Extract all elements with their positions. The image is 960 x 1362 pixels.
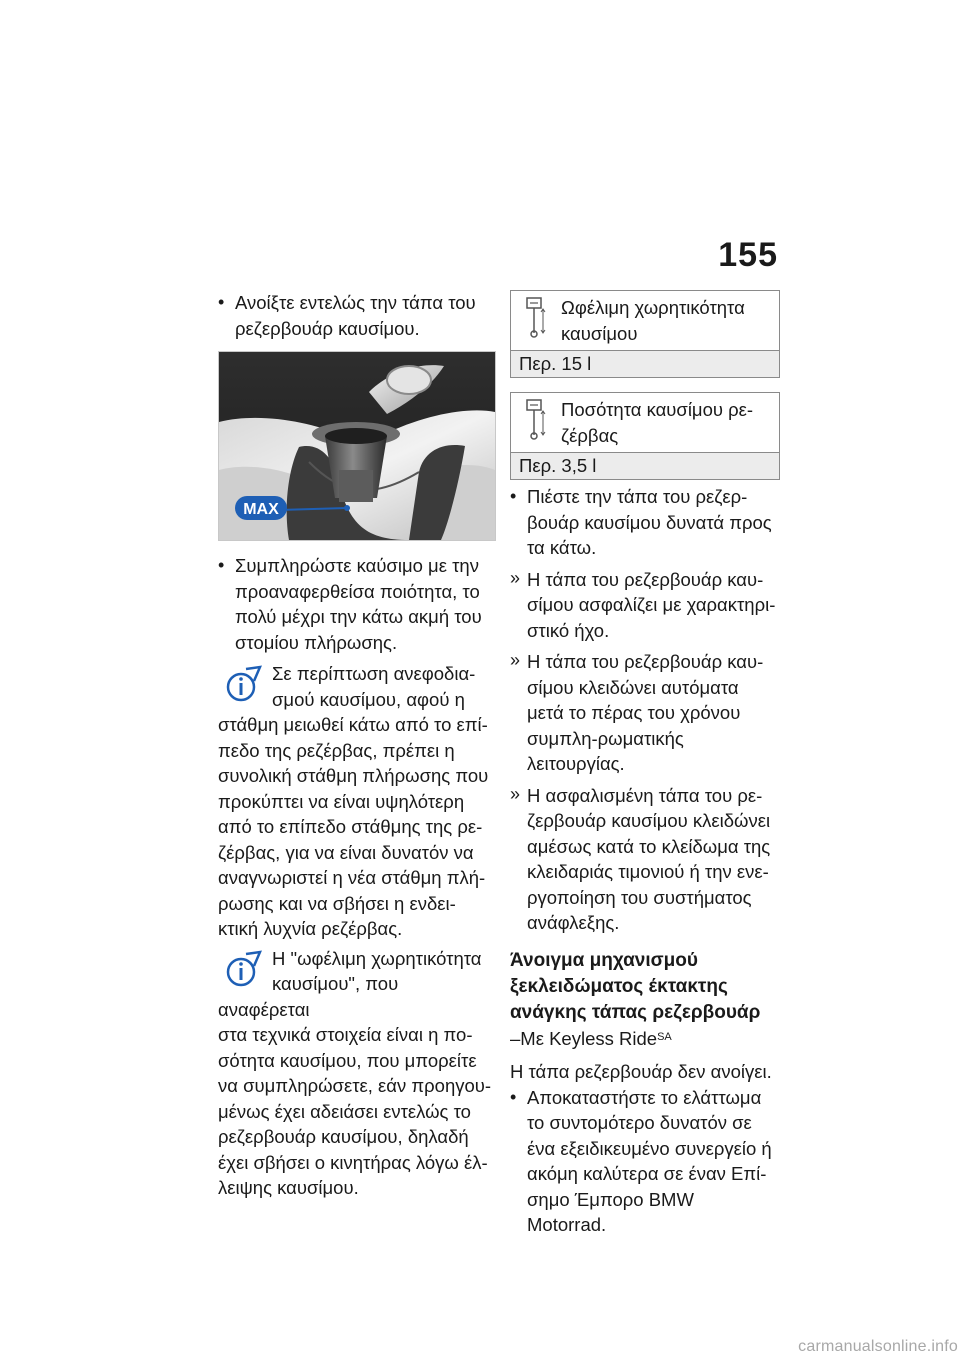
- spec-title: Ποσότητα καυσίμου ρε-ζέρβας: [561, 399, 754, 446]
- info-note-icon: [224, 950, 262, 994]
- bullet-dot-icon: •: [510, 486, 517, 506]
- bullet-dot-icon: •: [218, 292, 225, 312]
- spec-title: Ωφέλιμη χωρητικότητα καυσίμου: [561, 297, 745, 344]
- fault-description: Η τάπα ρεζερβουάρ δεν ανοίγει.: [510, 1061, 772, 1082]
- result-arrow-icon: »: [510, 567, 521, 588]
- instruction-have-fault-repaired: • Αποκαταστήστε το ελάττωμα το συντομότερο δυνατόν σε ένα εξειδικευμένο συνεργείο ή ακόμη καλύτερα σε έναν Επί-σημο Έμπορο BMW Motorrad.: [510, 1086, 772, 1235]
- note-reserve-level: Σε περίπτωση ανεφοδια- σμού καυσίμου, αφού η στάθμη μειωθεί κάτω από το επί-πεδο της ρεζέρβας, πρέπει η συνολική στάθμη πλήρωσης που προκύπτει να είναι υψηλότερη από το επίπεδο στάθμης της ρε-ζέρβας, για να είναι δυνατόν να αναγνωριστεί η νέα στάθμη πλή-ρωσης και να σβήσει η ενδει-κτική λυχνία ρεζέρβας.: [218, 663, 489, 939]
- result-arrow-icon: »: [510, 650, 521, 670]
- fuel-gauge-spec-icon: [521, 295, 547, 339]
- fuel-filler-figure: [218, 351, 496, 541]
- instruction-press-cap: • Πιέστε την τάπα του ρεζερ-βουάρ καυσίμου δυνατά προς τα κάτω.: [510, 486, 772, 558]
- fuel-filler-neck-image: [219, 352, 495, 540]
- page-number: 155: [718, 236, 778, 274]
- instruction-fill-fuel: • Συμπληρώστε καύσιμο με την προαναφερθείσα ποιότητα, το πολύ μέχρι την κάτω ακμή του στομίου πλήρωσης.: [218, 555, 482, 653]
- spec-value: Περ. 3,5 l: [511, 453, 779, 479]
- note-usable-capacity: Η "ωφέλιμη χωρητικότητα καυσίμου", που αναφέρεται στα τεχνικά στοιχεία είναι η πο-σότητα καυσίμου, που μπορείτε να συμπληρώσετε, εάν προηγου-μένως έχει αδειάσει εντελώς το ρεζερβουάρ καυσίμου, δηλαδή έχει σβήσει ο κινητήρας λόγω έλ-λειψης καυσίμου.: [218, 947, 492, 1198]
- info-note-icon: [224, 665, 262, 709]
- left-column: [218, 290, 494, 1205]
- bullet-dot-icon: •: [218, 555, 225, 575]
- bullet-dot-icon: •: [510, 1086, 517, 1107]
- result-cap-locks-audibly: » Η τάπα του ρεζερβουάρ καυ-σίμου ασφαλίζει με χαρακτηρι-στικό ήχο.: [510, 567, 776, 641]
- spec-usable-capacity: [510, 290, 780, 378]
- spec-value: Περ. 15 l: [511, 351, 779, 377]
- result-cap-locks-immediately: » Η ασφαλισμένη τάπα του ρε-ζερβουάρ καυσίμου κλειδώνει αμέσως κατά το κλείδωμα της κλειδαριάς τιμονιού ή την ενε-ργοποίηση του συστήματος ανάφλεξης.: [510, 783, 771, 933]
- instruction-open-cap: • Ανοίξτε εντελώς την τάπα του ρεζερβουάρ καυσίμου.: [218, 292, 476, 339]
- special-accessory-superscript: SA: [657, 1030, 672, 1043]
- condition-keyless-ride: –Με Keyless Ride$^{SA}$: [510, 1027, 672, 1049]
- result-arrow-icon: »: [510, 783, 521, 804]
- section-heading-emergency-release: Άνοιγμα μηχανισμού ξεκλειδώματος έκτακτης ανάγκης τάπας ρεζερβουάρ: [510, 949, 761, 1023]
- fuel-gauge-spec-icon: [521, 397, 547, 441]
- result-cap-locks-automatically: » Η τάπα του ρεζερβουάρ καυ-σίμου κλειδώνει αυτόματα μετά το πέρας του χρόνου συμπλη-ρωματικής λειτουργίας.: [510, 650, 764, 774]
- right-column: [510, 290, 778, 1244]
- max-marker-label: MAX: [243, 501, 279, 518]
- watermark: carmanualsonline.info: [798, 1338, 958, 1355]
- spec-reserve-quantity: [510, 392, 780, 480]
